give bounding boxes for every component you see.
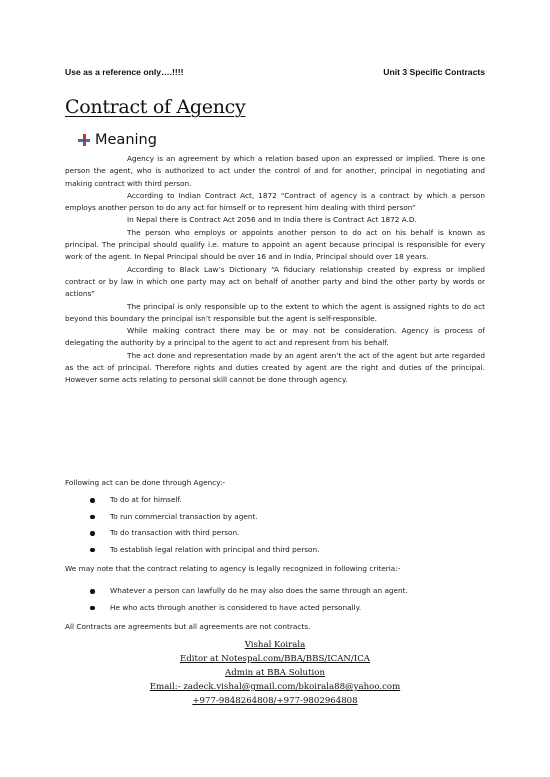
list-item: To do transaction with third person. <box>90 525 485 542</box>
paragraph: According to Black Law’s Dictionary “A fiduciary relationship created by express or implied contract or by law in which one party may act on behalf of another party and bind the other party by words or actions” <box>65 264 485 299</box>
criteria-list <box>90 583 485 616</box>
list1-intro: Following act can be done through Agency:- <box>65 478 226 487</box>
paragraph: In Nepal there is Contract Act 2056 and In India there is Contract Act 1872 A.D. <box>127 215 417 225</box>
paragraph: According to Indian Contract Act, 1872 “Contract of agency is a contract by which a person employs another person to do any act for himself or to represent him dealing with third person” <box>65 190 485 213</box>
list-item: To establish legal relation with principal and third person. <box>90 542 485 559</box>
page-header <box>65 67 485 77</box>
plus-bullet-icon <box>78 134 90 146</box>
paragraph: Agency is an agreement by which a relation based upon an expressed or implied. There is one person the agent, who is authorized to act under the control of and for another, principal in negotiating and making contract with third person. <box>65 154 485 188</box>
list-item: He who acts through another is considered to have acted personally. <box>90 600 485 617</box>
meaning-body <box>65 153 485 387</box>
closing-statement: All Contracts are agreements but all agreements are not contracts. <box>65 622 311 631</box>
section-heading <box>78 132 157 148</box>
author-footer <box>65 638 485 708</box>
author-email: Email:- zadeck.vishal@gmail.com/bkoirala88@yahoo.com <box>149 682 401 692</box>
list-item: To do at for himself. <box>90 492 485 509</box>
section-heading-label: Meaning <box>95 132 157 148</box>
author-role: Editor at Notespal.com/BBA/BBS/ICAN/ICA <box>180 654 370 664</box>
list-item: To run commercial transaction by agent. <box>90 509 485 526</box>
list-item: Whatever a person can lawfully do he may also does the same through an agent. <box>90 583 485 600</box>
paragraph: The principal is only responsible up to the extent to which the agent is assigned rights to do act beyond this boundary the principal isn’t responsible but the agent is self-responsible. <box>65 301 485 323</box>
header-right: Unit 3 Specific Contracts <box>383 67 485 77</box>
author-phone: +977-9848264808/+977-9802964808 <box>192 696 358 706</box>
author-name: Vishal Koirala <box>244 640 306 650</box>
author-admin: Admin at BBA Solution <box>224 668 325 678</box>
paragraph: While making contract there may be or may not be consideration. Agency is process of delegating the authority by a principal to the agent to act and represent from his behalf. <box>65 326 485 348</box>
agency-acts-list <box>90 492 485 558</box>
header-left: Use as a reference only….!!!! <box>65 67 184 77</box>
paragraph: The act done and representation made by an agent aren’t the act of the agent but arte regarded as the act of principal. Therefore rights and duties created by agent are the right and duties of the principal. However some acts relating to personal skill cannot be done through agency. <box>65 350 485 385</box>
document-title: Contract of Agency <box>65 96 246 118</box>
paragraph: The person who employs or appoints another person to do act on his behalf is known as principal. The principal should qualify i.e. mature to appoint an agent because principal is responsible for every work of the agent. In Nepal Principal should be over 16 and in India, Principal should over 18 years. <box>65 227 485 262</box>
list2-intro: We may note that the contract relating to agency is legally recognized in following criteria:- <box>65 564 401 573</box>
